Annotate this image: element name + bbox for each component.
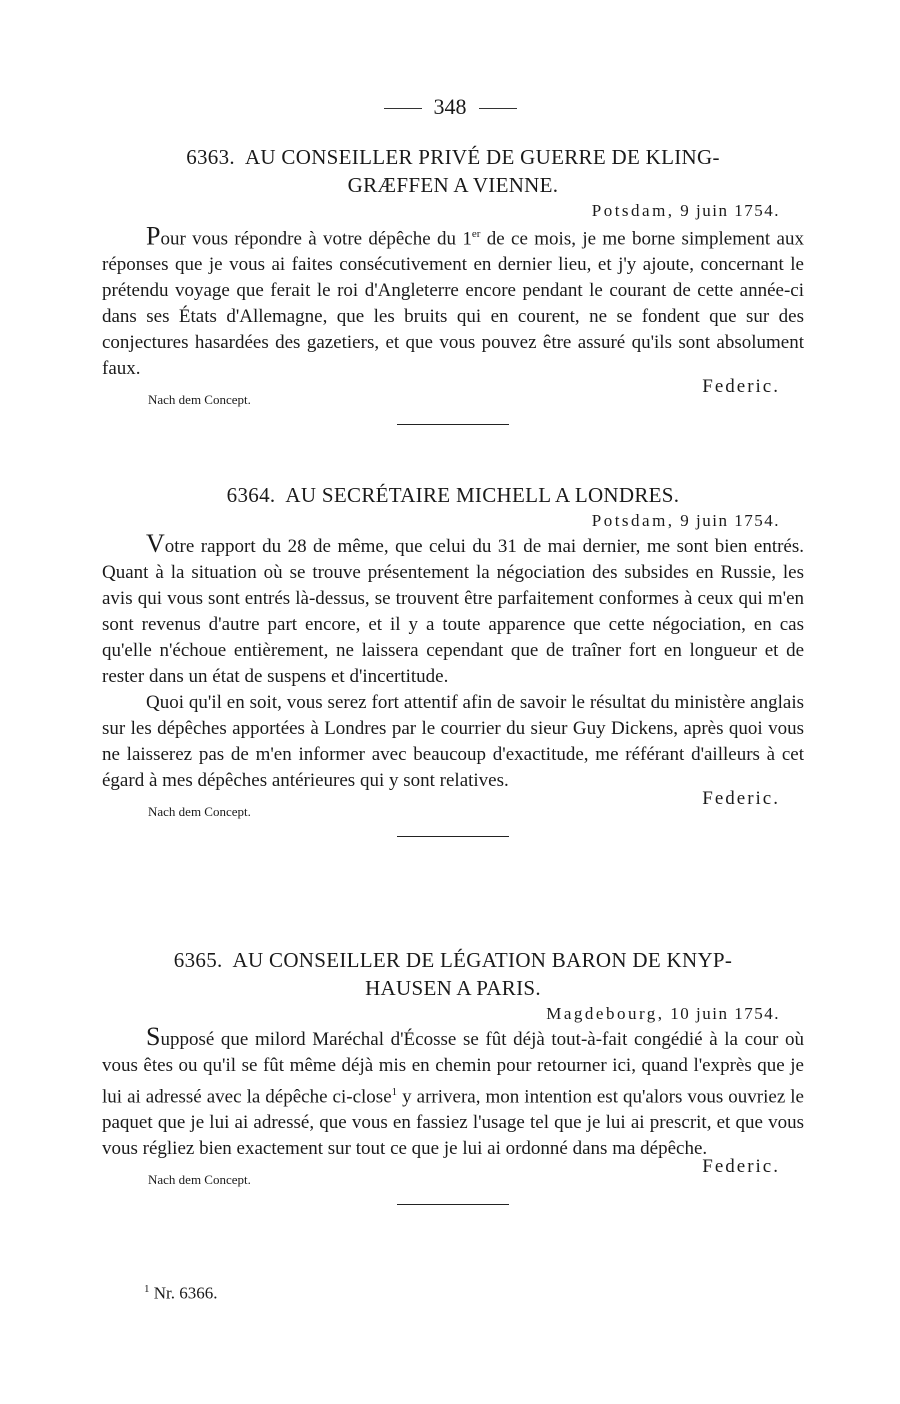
initial-letter: S (146, 1022, 161, 1051)
page-number (0, 94, 900, 120)
signature-row (102, 376, 804, 412)
section-divider (397, 424, 509, 425)
dateline (102, 1004, 804, 1024)
paragraph-text: our vous répondre à votre dépêche du 1 (160, 228, 472, 250)
entry-title (102, 946, 804, 1002)
signature: Federic. (702, 1156, 780, 1178)
entry-title-line1: AU CONSEILLER DE LÉGATION BARON DE KNYP- (232, 948, 733, 972)
page-number-dash-right (479, 108, 517, 109)
entry-6363 (102, 143, 804, 425)
letter-paragraph (102, 1024, 804, 1162)
entry-title-line2: GRÆFFEN A VIENNE. (347, 173, 559, 197)
dateline-place: Potsdam, (591, 511, 675, 530)
entry-title-line1: AU CONSEILLER PRIVÉ DE GUERRE DE KLING- (244, 145, 720, 169)
initial-letter: P (146, 221, 161, 251)
dateline-date: 9 juin 1754. (680, 201, 780, 220)
footnote-reference[interactable]: 1 (391, 1086, 398, 1098)
dateline (102, 201, 804, 221)
footnote (144, 1283, 218, 1304)
entry-6364 (102, 481, 804, 837)
source-note: Nach dem Concept. (148, 804, 251, 819)
letter-paragraph (102, 690, 804, 794)
signature: Federic. (702, 376, 780, 398)
signature-row (102, 788, 804, 824)
signature-row (102, 1156, 804, 1192)
entry-number: 6363. (186, 145, 235, 169)
section-divider (397, 836, 509, 837)
paragraph-text-rest: de ce mois, je me borne simplement aux réponses que je vous ai faites consécutivement en dernier lieu, et j'y ajoute, concernant le prétendu voyage que ferait le roi d'Angleterre encore pendant le courant de cette année-ci dans ses États d'Allemagne, que les bruits qui en courent, ne se fondent que sur des conjectures hasardées des gazetiers, et que vous pouvez être assuré qu'ils sont absolument faux. (102, 228, 804, 380)
paragraph-text: upposé que milord Maréchal d'Écosse se fût déjà tout-à-fait congédié à la cour où vous êtes ou qu'il se fût même déjà mis en chemin pour retourner ici, quand l'exprès que je lui ai adressé avec la dépêche ci-close (102, 1029, 804, 1108)
dateline (102, 511, 804, 531)
entry-title-line2: HAUSEN A PARIS. (365, 976, 541, 1000)
paragraph-text-rest: y arrivera, mon intention est qu'alors vous ouvriez le paquet que je lui ai adressé, que vous en fassiez l'usage tel que je lui ai prescrit, et que vous vous régliez bien exactement sur tout ce que je lui ai ordonné dans ma dépêche. (102, 1086, 804, 1160)
footnote-text: Nr. 6366. (153, 1283, 218, 1303)
entry-title (102, 143, 804, 199)
section-divider (397, 1204, 509, 1205)
paragraph-text: otre rapport du 28 de même, que celui du 31 de mai dernier, me sont bien entrés. Quant à la situation où se trouve présentement la négociation des subsides en Russie, les avis qui vous sont entrés là-dessus, se trouvent être parfaitement conformes à ceux qui m'en sont revenus d'autre part encore, et il y a toute apparence que cette négociation, en cas qu'elle n'échoue entièrement, ne laissera cependant que de traîner fort en longueur et de rester dans un état de suspens et d'incertitude. (102, 536, 804, 687)
page-number-text: 348 (433, 94, 467, 119)
page-number-dash-left (384, 108, 422, 109)
entry-6365 (102, 946, 804, 1205)
source-note: Nach dem Concept. (148, 1172, 251, 1188)
letter-paragraph (102, 531, 804, 690)
dateline-place: Potsdam, (591, 201, 675, 220)
footnote-marker: 1 (144, 1283, 150, 1295)
entry-number: 6364. (226, 483, 276, 507)
entry-number: 6365. (173, 948, 223, 972)
signature: Federic. (702, 788, 780, 809)
paragraph-text: Quoi qu'il en soit, vous serez fort attentif afin de savoir le résultat du ministère anglais sur les dépêches apportées à Londres par le courrier du sieur Guy Dickens, après quoi vous ne laisserez pas de m'en informer avec beaucoup d'exactitude, me référant d'ailleurs à cet égard à mes dépêches antérieures qui y sont relatives. (102, 692, 804, 791)
entry-title (102, 481, 804, 509)
source-note: Nach dem Concept. (148, 392, 251, 408)
letter-paragraph (102, 221, 804, 382)
initial-letter: V (146, 529, 165, 558)
dateline-date: 9 juin 1754. (680, 511, 780, 530)
superscript: er (471, 228, 481, 240)
dateline-place: Magdebourg, (546, 1004, 665, 1023)
entry-title-line1: AU SECRÉTAIRE MICHELL A LONDRES. (285, 483, 680, 507)
dateline-date: 10 juin 1754. (670, 1004, 780, 1023)
